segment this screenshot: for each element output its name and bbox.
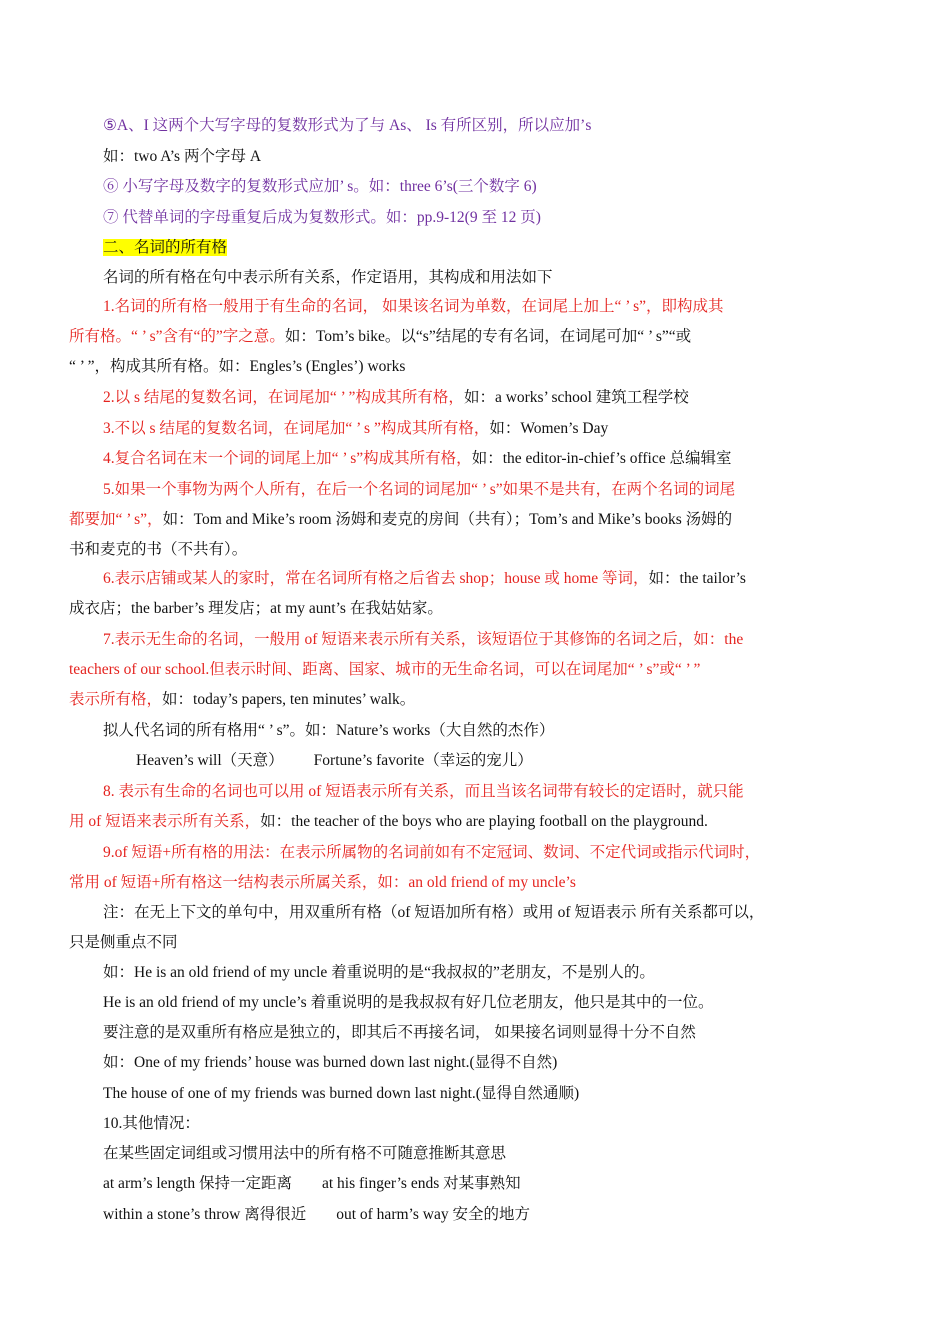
text-span: 3.不以 s 结尾的复数名词，在词尾加“ ’ s ”构成其所有格，	[103, 420, 490, 437]
text-line: 8. 表示有生命的名词也可以用 of 短语表示所有关系，而且当该名词带有较长的定语时，就只能	[103, 783, 744, 800]
text-line	[136, 751, 533, 771]
text-span: 如：the editor-in-chief’s office 总编辑室	[471, 450, 732, 467]
section-heading-text: 二、名词的所有格	[103, 239, 228, 256]
text-line: ⑤A、I 这两个大写字母的复数形式为了与 As、 Is 有所区别，所以应加’s	[103, 117, 592, 134]
text-line	[103, 419, 608, 439]
text-line	[103, 388, 689, 408]
text-span: at his finger’s ends 对某事熟知	[322, 1175, 521, 1192]
text-line	[103, 1174, 521, 1194]
text-line: 9.of 短语+所有格的用法：在表示所属物的名词前如有不定冠词、数词、不定代词或指示代词时，	[103, 844, 761, 861]
text-line: 成衣店；the barber’s 理发店；at my aunt’s 在我姑姑家。	[69, 600, 443, 617]
text-span: 所有格。“ ’ s”含有“的”字之意。	[69, 328, 285, 345]
text-span: 如：Tom’s bike。以“s”结尾的专有名词，在词尾可加“ ’ s”“或	[284, 328, 692, 345]
text-line	[69, 327, 691, 347]
text-span: 如：today’s papers, ten minutes’ walk。	[162, 691, 416, 708]
text-line: 常用 of 短语+所有格这一结构表示所属关系，如：an old friend of my uncle’s	[69, 874, 576, 891]
text-line	[103, 1205, 530, 1225]
text-line: 如：One of my friends’ house was burned down last night.(显得不自然)	[103, 1054, 558, 1071]
text-line: 如：He is an old friend of my uncle 着重说明的是“我叔叔的”老朋友，不是别人的。	[103, 964, 655, 981]
text-span: 2.以 s 结尾的复数名词，在词尾加“ ’ ”构成其所有格，	[103, 389, 464, 406]
text-line	[69, 510, 732, 530]
text-line: 书和麦克的书（不共有）。	[69, 541, 248, 558]
text-line: 注：在无上下文的单句中，用双重所有格（of 短语加所有格）或用 of 短语表示 所有关系都可以，	[103, 904, 765, 921]
text-line: “ ’ ”，构成其所有格。如：Engles’s (Engles’) works	[69, 358, 406, 375]
text-span: out of harm’s way 安全的地方	[336, 1206, 530, 1223]
text-line: 拟人代名词的所有格用“ ’ s”。如：Nature’s works（大自然的杰作）	[103, 722, 555, 739]
text-span: 如：Women’s Day	[489, 420, 609, 437]
text-line	[103, 569, 746, 589]
text-line: 名词的所有格在句中表示所有关系，作定语用，其构成和用法如下	[103, 269, 553, 286]
text-span: 6.表示店铺或某人的家时，常在名词所有格之后省去 shop；house 或 home 等词，	[103, 570, 649, 587]
text-span: 用 of 短语来表示所有关系，	[69, 813, 261, 830]
text-line: 5.如果一个事物为两个人所有，在后一个名词的词尾加“ ’ s”如果不是共有，在两个名词的词尾	[103, 481, 736, 498]
text-line: 10.其他情况：	[103, 1115, 200, 1132]
text-line: 7.表示无生命的名词，一般用 of 短语来表示所有关系，该短语位于其修饰的名词之后，如：the	[103, 631, 744, 648]
text-line: 如：two A’s 两个字母 A	[103, 148, 262, 165]
text-span: 如：Tom and Mike’s room 汤姆和麦克的房间（共有）；Tom’s and Mike’s books 汤姆的	[162, 511, 733, 528]
text-span: Heaven’s will（天意）	[136, 752, 284, 769]
text-line: 在某些固定词组或习惯用法中的所有格不可随意推断其意思	[103, 1145, 507, 1162]
section-heading	[103, 238, 227, 258]
text-span: within a stone’s throw 离得很近	[103, 1206, 307, 1223]
text-line: The house of one of my friends was burned down last night.(显得自然通顺)	[103, 1085, 580, 1102]
text-span: 都要加“ ’ s”，	[69, 511, 163, 528]
text-span: Fortune’s favorite（幸运的宠儿）	[313, 752, 533, 769]
text-line: He is an old friend of my uncle’s 着重说明的是我叔叔有好几位老朋友，他只是其中的一位。	[103, 994, 714, 1011]
text-line	[103, 449, 732, 469]
text-line: teachers of our school.但表示时间、距离、国家、城市的无生命名词，可以在词尾加“ ’ s”或“ ’ ”	[69, 661, 701, 678]
text-span: 4.复合名词在末一个词的词尾上加“ ’ s”构成其所有格，	[103, 450, 472, 467]
text-span: 如：a works’ school 建筑工程学校	[463, 389, 689, 406]
text-span: 表示所有格，	[69, 691, 163, 708]
text-line: ⑦ 代替单词的字母重复后成为复数形式。如：pp.9-12(9 至 12 页)	[103, 209, 541, 226]
text-line: ⑥ 小写字母及数字的复数形式应加’ s。如：three 6’s(三个数字 6)	[103, 178, 537, 195]
text-line: 只是侧重点不同	[69, 934, 178, 951]
text-span: at arm’s length 保持一定距离	[103, 1175, 292, 1192]
text-line	[69, 812, 708, 832]
text-line	[69, 690, 415, 710]
text-span: 如：the tailor’s	[648, 570, 746, 587]
text-span: 如：the teacher of the boys who are playing football on the playground.	[260, 813, 708, 830]
text-line: 要注意的是双重所有格应是独立的，即其后不再接名词， 如果接名词则显得十分不自然	[103, 1024, 696, 1041]
text-line: 1.名词的所有格一般用于有生命的名词， 如果该名词为单数，在词尾上加上“ ’ s”，即构成其	[103, 298, 724, 315]
